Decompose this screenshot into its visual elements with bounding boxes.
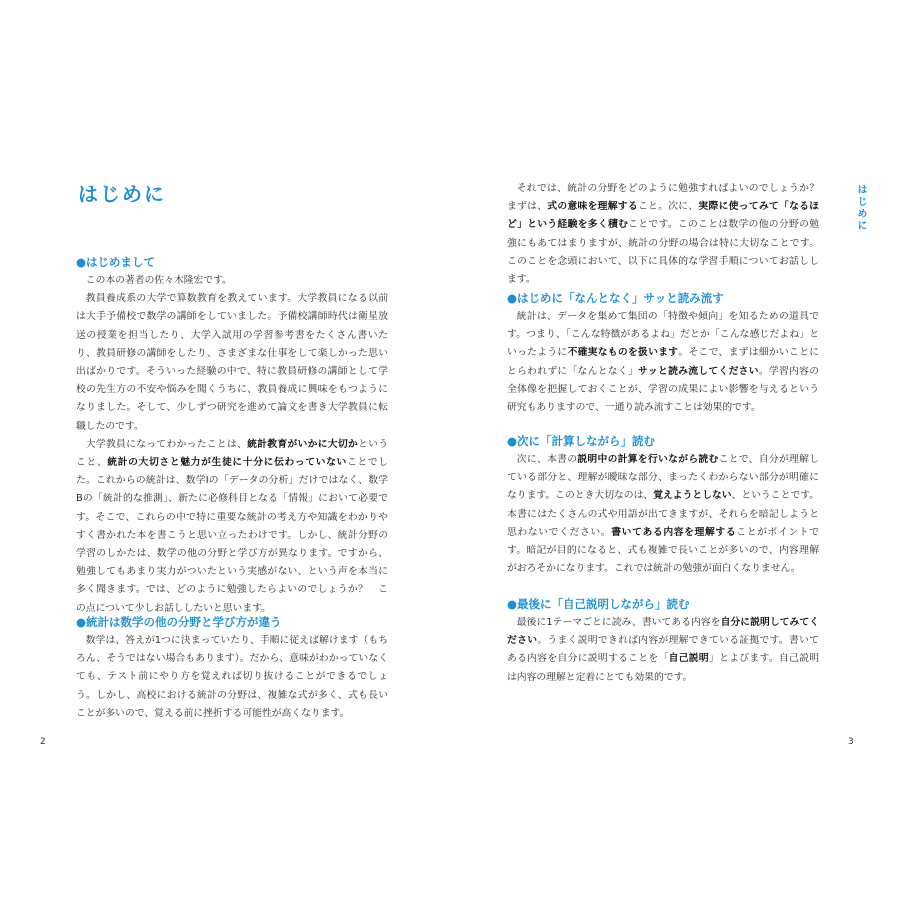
body-text: それでは、統計の分野をどのように勉強すればよいのでしょうか？まずは、 xyxy=(507,183,819,213)
paragraph xyxy=(76,436,388,618)
section-heading: ●はじめまして xyxy=(76,255,156,269)
body-text: この本の著者の佐々木隆宏です。 xyxy=(85,275,232,286)
body-text: 」とよびます。自己説明は内容の理解と定着にとても効果的です。 xyxy=(507,653,820,683)
section-toukei-chigau xyxy=(76,614,388,723)
body-text: 最後に1テーマごとに読み、書いてある内容を xyxy=(516,617,721,628)
section-yominagasu xyxy=(507,290,819,417)
paragraph xyxy=(507,180,819,289)
paragraph xyxy=(76,632,388,723)
emphasis-text: 自分に説明してみてください xyxy=(507,617,820,647)
section-hajimemashite xyxy=(76,254,388,618)
paragraph xyxy=(76,290,388,436)
body-text: 、ということです。本書にはたくさんの式や用語が出てきますが、それらを暗記しようと思わないでください。 xyxy=(507,490,820,538)
section-body xyxy=(507,180,819,289)
body-text: 。うまく説明できれば内容が理解できている証拠です。書いてある内容を自分に説明することを「 xyxy=(507,635,820,665)
body-text: 教員養成系の大学で算数教育を教えています。大学教員になる以前は大手予備校で数学の講師をしていました。予備校講師時代は衛星放送の授業を担当したり、大学入試用の学習参考書をたくさん書いたり、教員研修の講師をしたり、さまざまな仕事をして楽しかった思い出ばかりです。そういった経験の中で、特に教員研修の講師として学校の先生方の不安や悩みを聞くうちに、教員養成に興味をもつようになりました。そして、少しずつ研究を進めて論文を書き大学教員に転職したのです。 xyxy=(76,293,388,432)
section-keisan xyxy=(507,433,819,578)
right-page xyxy=(450,0,900,900)
paragraph xyxy=(507,614,819,687)
body-text: 次に、本書の xyxy=(516,454,578,465)
page-number-right: 3 xyxy=(848,737,854,747)
emphasis-text: 統計教育がいかに大切か xyxy=(247,438,359,450)
section-body xyxy=(507,308,819,417)
body-text: ということ、 xyxy=(76,438,389,469)
body-text: ことで、自分が理解している部分と、理解が曖昧な部分、まったくわからない部分が明確になります。このとき大切なのは、 xyxy=(507,454,820,502)
body-text: 統計は、データを集めて集団の「特徴や傾向」を知るための道具です。つまり、「こんな特徴があるよね」だとか「こんな感じだよね」といったように xyxy=(507,311,819,359)
emphasis-text: 覚えようとしない xyxy=(653,490,732,502)
section-body xyxy=(76,272,388,618)
body-text: ことがポイントです。暗記が目的になると、式も複雑で長いことが多いので、内容理解がおろそかになります。これでは統計の勉強が面白くなりません。 xyxy=(507,526,820,575)
body-text: 数学は、答えが1つに決まっていたり、手順に従えば解けます（もちろん、そうではない場合もあります）。だから、意味がわかっていなくても、テスト前にやり方を覚えれば切り抜けることができるでしょう。しかし、高校における統計の分野は、複雑な式が多く、式も長いことが多いので、覚える前に挫折する可能性が高くなります。 xyxy=(76,635,388,719)
emphasis-text: 自己説明 xyxy=(668,653,709,665)
body-text: 。そこで、まずは細かいことにとらわれずに「なんとなく」 xyxy=(507,347,820,377)
section-heading: ●最後に「自己説明しながら」読む xyxy=(507,597,690,611)
body-text: 。学習内容の全体像を把握しておくことが、学習の成果によい影響を与えるという研究もありますので、一通り読み流すことは効果的です。 xyxy=(507,365,820,414)
chapter-title: はじめに xyxy=(78,182,166,206)
chapter-side-tab: はじめに xyxy=(855,184,866,232)
section-intro xyxy=(507,180,819,289)
body-text: ことです。このことは数学の他の分野の勉強にもあてはまりますが、統計の分野の場合は特に大切なことです。このことを念頭において、以下に具体的な学習手順についてお話しします。 xyxy=(507,219,820,286)
emphasis-text: 実際に使ってみて「なるほど」という経験を多く積む xyxy=(507,201,820,231)
paragraph xyxy=(507,308,819,417)
body-text: こと。次に、 xyxy=(637,201,699,213)
emphasis-text: サッと読み流してください xyxy=(638,365,759,377)
paragraph xyxy=(507,451,819,578)
section-heading: ●はじめに「なんとなく」サッと読み流す xyxy=(507,291,724,305)
body-text: ことでした。これからの統計は、数学Ⅰの「データの分析」だけではなく、数学Bの「統計的な推測」、新たに必修科目となる「情報」において必要です。そこで、これらの中で特に重要な統計の考え方や知識をわかりやすく書かれた本を書こうと思い立ったわけです。しかし、統計分野の学習のしかたは、数学の他の分野と学び方が異なります。ですから、勉強してもあまり実力がついたという実感がない、という声を本当に多く聞きます。では、どのように勉強したらよいのでしょうか？ この点について少しお話ししたいと思います。 xyxy=(76,457,389,614)
paragraph xyxy=(76,272,388,290)
section-heading: ●統計は数学の他の分野と学び方が違う xyxy=(76,615,282,629)
section-heading: ●次に「計算しながら」読む xyxy=(507,434,656,448)
emphasis-text: 式の意味を理解する xyxy=(547,201,638,213)
section-body xyxy=(507,451,819,578)
emphasis-text: 書いてある内容を理解する xyxy=(611,526,737,538)
body-text: 大学教員になってわかったことは、 xyxy=(85,438,248,450)
emphasis-text: 統計の大切さと魅力が生徒に十分に伝わっていない xyxy=(107,457,347,469)
emphasis-text: 不確実なものを扱います xyxy=(567,347,679,359)
page-number-left: 2 xyxy=(40,737,46,747)
section-jiko-setsumei xyxy=(507,596,819,687)
section-body xyxy=(76,632,388,723)
emphasis-text: 説明中の計算を行いながら読む xyxy=(577,454,719,465)
section-body xyxy=(507,614,819,687)
